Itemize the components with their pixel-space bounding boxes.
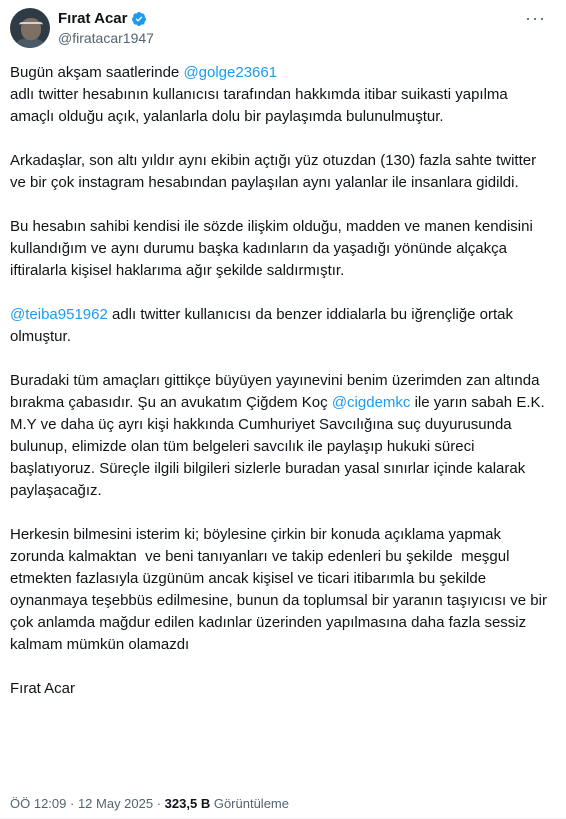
avatar[interactable] [10,8,50,48]
mention-link[interactable]: @golge23661 [183,64,278,81]
mention-link[interactable]: @cigdemkc [331,394,411,411]
views-label: Görüntüleme [210,796,289,811]
author-display-name[interactable]: Fırat Acar [58,10,128,27]
tweet-signature: Fırat Acar [10,680,76,697]
tweet-paragraph-3: Bu hesabın sahibi kendisi ile sözde ilişkim olduğu, madden ve manen kendisini kullandığım ve aynı durumu başka kadınların da yaşadığı yönünde alçakça iftiralarla kişisel haklarıma ağır şekilde saldırmıştır. [10,218,537,279]
tweet-meta [10,796,289,811]
avatar-glasses [19,22,43,32]
views-count: 323,5 B [164,796,211,811]
meta-separator: · [153,796,165,811]
name-row [58,10,147,27]
tweet-text: ile yarın sabah E.K. M.Y ve daha üç ayrı kişi hakkında Cumhuriyet Savcılığına suç duyurusunda bulunup, elimizde olan tüm belgeleri savcılık ile paylaşıp hukuki süreci başlatıyoruz. Süreçle ilgili bilgileri sizlerle buradan yasal sınırlar içinde kalarak paylaşacağız. [10,394,549,499]
verified-badge-icon [131,11,147,27]
meta-separator: · [66,796,78,811]
tweet-paragraph-4 [10,304,550,348]
more-options-icon[interactable]: ··· [525,8,546,28]
tweet-text: adlı twitter hesabının kullanıcısı tarafından hakkımda itibar suikasti yapılma amaçlı olduğu açık, yalanlarla dolu bir paylaşımda bulunulmuştur. [10,86,508,125]
author-handle[interactable]: @firatacar1947 [58,30,154,46]
tweet-text: Buradaki tüm amaçları gittikçe büyüyen yayınevini benim üzerimden zan altında bırakma çabasıdır. Şu an avukatım Çiğdem Koç [10,372,544,411]
mention-link[interactable]: @teiba951962 [10,306,108,323]
tweet-text: adlı twitter kullanıcısı da benzer iddialarla bu iğrençliğe ortak olmuştur. [10,306,518,345]
tweet-time[interactable]: ÖÖ 12:09 [10,796,67,811]
tweet-date[interactable]: 12 May 2025 [77,796,154,811]
tweet-paragraph-6: Herkesin bilmesini isterim ki; böylesine çirkin bir konuda açıklama yapmak zorunda kalmaktan ve beni tanıyanları ve takip edenleri bu şekilde meşgul etmekten fazlasıyla üzgünüm ancak kişisel ve ticari itibarımla bu şekilde oynanmaya teşebbüs edilmesine, bunun da toplumsal bir yaranın taşıyıcısı ve bir çok anlamda mağdur edilen kadınlar üzerinden yapılmasına daha fazla sessiz kalmam mümkün olamazdı [10,526,552,653]
tweet-paragraph-2: Arkadaşlar, son altı yıldır aynı ekibin açtığı yüz otuzdan (130) fazla sahte twitter ve bir çok instagram hesabından paylaşılan aynı yalanlar ile insanlara gidildi. [10,152,541,191]
tweet-paragraph-1 [10,62,550,128]
tweet-body [10,62,550,722]
tweet-text: Bugün akşam saatlerinde [10,64,184,81]
tweet-header [10,8,556,52]
tweet-paragraph-5 [10,370,550,502]
